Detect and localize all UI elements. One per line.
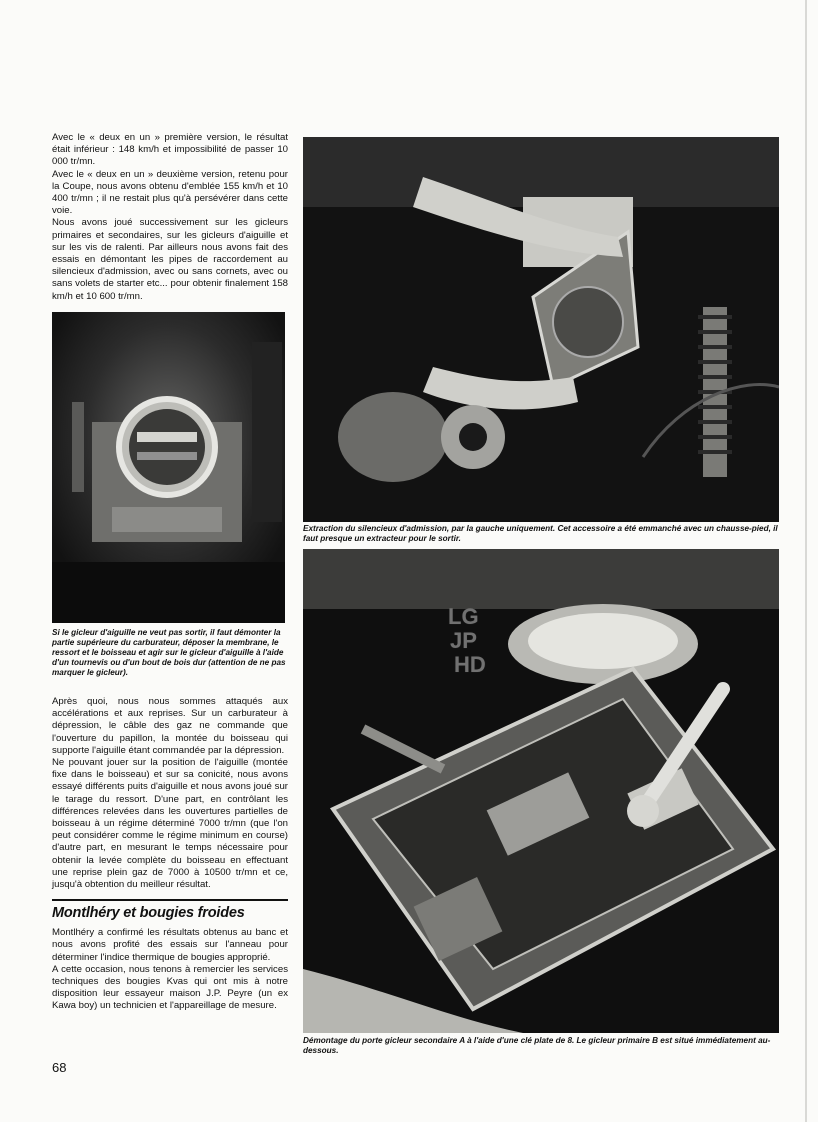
body-paragraph: Après quoi, nous nous sommes attaqués aux accélérations et aux reprises. Sur un carburateur à dépression, le câble des gaz ne commande que l'ouverture du papillon, la montée du boisseau qui supporte l'aiguille étant commandée par la dépression. Ne pouvant jouer sur la position de l'aiguille (montée fixe dans le boisseau) et sur sa conicité, nous avons essayé différents puits d'aiguille et nous avons joué sur le tarage du ressort. D'une part, en contrôlant les différences relevées dans les ouvertures partielles de boisseau à un régime déterminé 7000 tr/mn (que l'on peut considérer comme le régime minimum en course) d'autre part, en mesurant le temps nécessaire pour obtenir la levée complète du boisseau en effectuant une reprise plein gaz de 7000 à 10500 tr/mn et ce, jusqu'à obtention du meilleur résultat. — [52, 696, 288, 891]
watermark-line1: LG — [448, 604, 479, 629]
carburetor-photo-caption: Si le gicleur d'aiguille ne veut pas sortir, il faut démonter la partie supérieure du carburateur, déposer la membrane, le ressort et le boisseau et agir sur le gicleur d'aiguille à l'aide d'un tournevis ou d'un bout de bois dur (attention de ne pas marquer le gicleur). — [52, 628, 286, 677]
page-number: 68 — [52, 1060, 67, 1075]
watermark-line2: JP — [450, 628, 477, 653]
section-paragraph: Montlhéry a confirmé les résultats obtenus au banc et nous avons profité des essais sur l'anneau pour déterminer l'indice thermique de bougies approprié. A cette occasion, nous tenons à remercier les services techniques des bougies Kvas qui ont mis à notre disposition leur essayeur maison J.P. Peyre (un ex Kawa boy) un technicien et l'appareillage de mesure. — [52, 927, 288, 1012]
intro-paragraph: Avec le « deux en un » première version, le résultat était inférieur : 148 km/h et impossibilité de passer 10 000 tr/mn. Avec le « deux en un » deuxième version, retenu pour la Coupe, nous avons obtenu d'emblée 155 km/h et 10 400 tr/mn ; il ne restait plus qu'à persévérer dans cette voie. Nous avons joué successivement sur les gicleurs primaires et secondaires, sur les gicleurs d'aiguille et sur les vis de ralenti. Par ailleurs nous avons fait des essais en démontant les pipes de raccordement au silencieux d'admission, avec ou sans cornets, avec ou sans volets de starter etc... pour obtenir finalement 158 km/h et 10 600 tr/mn. — [52, 132, 288, 302]
jet-photo-caption: Démontage du porte gicleur secondaire A à l'aide d'une clé plate de 8. Le gicleur primaire B est situé immédiatement au-dessous. — [303, 1036, 771, 1055]
intake-photo-caption: Extraction du silencieux d'admission, par la gauche uniquement. Cet accessoire a été emmanché avec un chausse-pied, il faut presque un extracteur pour le sortir. — [303, 524, 778, 543]
carburetor-photo — [52, 312, 285, 623]
intake-photo — [303, 137, 779, 522]
page-edge — [805, 0, 807, 1122]
jet-photo — [303, 549, 779, 1033]
section-title: Montlhéry et bougies froides — [52, 899, 288, 921]
left-column-lower — [52, 696, 288, 1013]
watermark-logo — [428, 604, 518, 684]
watermark-line3: HD — [454, 652, 486, 677]
left-column — [52, 132, 288, 303]
